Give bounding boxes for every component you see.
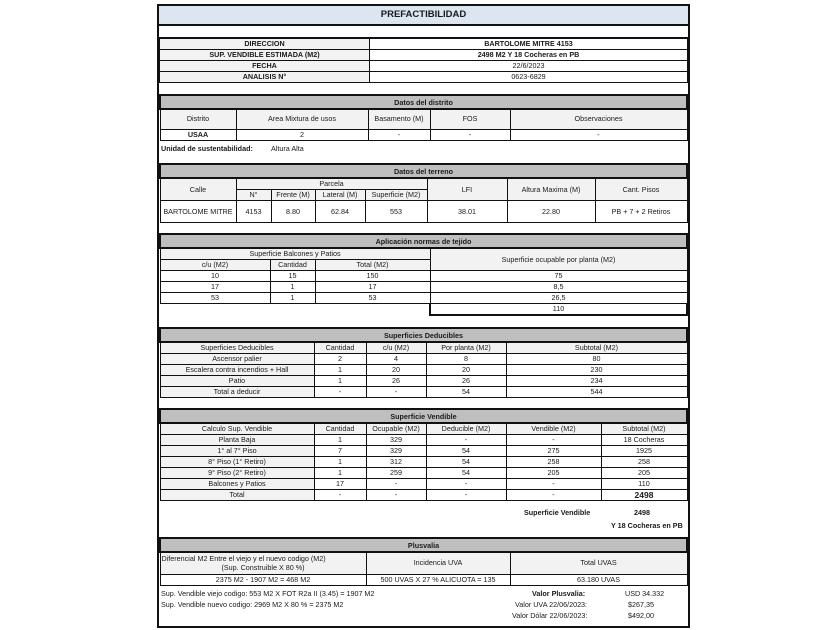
cell: 500 UVAS X 27 % ALICUOTA = 135 — [366, 574, 510, 585]
cell: 205 — [601, 468, 687, 479]
cell: 54 — [426, 387, 506, 398]
valor-plusvalia: USD 34.332 — [625, 589, 665, 598]
cell: - — [430, 129, 510, 140]
cell: 1 — [314, 468, 366, 479]
summary-row-analisis — [160, 72, 688, 83]
table-row — [160, 479, 687, 490]
result-note: Y 18 Cocheras en PB — [611, 521, 683, 530]
row-label: 9° Piso (2° Retiro) — [160, 468, 314, 479]
cell: 2 — [236, 129, 368, 140]
cell: 329 — [366, 435, 426, 446]
summary-label: ANALISIS N° — [160, 72, 370, 83]
col-header: Cantidad — [270, 260, 315, 271]
cell: 312 — [366, 457, 426, 468]
section-header-vendible: Superficie Vendible — [160, 409, 687, 423]
summary-label: DIRECCION — [160, 38, 370, 50]
cell: 26 — [366, 376, 426, 387]
col-header-parcela: Parcela — [236, 178, 427, 190]
row-label: 1° al 7° Piso — [160, 446, 314, 457]
vendible-section — [159, 408, 688, 530]
sustentabilidad-label: Unidad de sustentabilidad: — [161, 144, 253, 153]
col-header: Calle — [160, 178, 236, 201]
cell: 1 — [314, 457, 366, 468]
col-header: LFI — [427, 178, 507, 201]
cell: - — [314, 490, 366, 501]
note-nuevo-codigo: Sup. Vendible nuevo codigo: 2969 M2 X 80 % = 2375 M2 — [161, 600, 344, 609]
row-label: Planta Baja — [160, 435, 314, 446]
section-header-distrito: Datos del distrito — [160, 95, 687, 109]
col-header: FOS — [430, 109, 510, 129]
cell: 7 — [314, 446, 366, 457]
total-ocupable: 110 — [430, 304, 687, 316]
table-row — [160, 376, 687, 387]
cell: 230 — [506, 365, 687, 376]
col-header-ocupable: Superficie ocupable por planta (M2) — [430, 248, 687, 271]
table-row — [160, 282, 687, 293]
cell: 2375 M2 - 1907 M2 = 468 M2 — [160, 574, 366, 585]
result-value: 2498 — [634, 508, 650, 517]
cell: 62.84 — [315, 201, 365, 223]
note-viejo-codigo: Sup. Vendible viejo codigo: 553 M2 X FOT R2a II (3.45) = 1907 M2 — [161, 589, 375, 598]
summary-row-sup-vendible — [160, 50, 688, 61]
col-header: Deducible (M2) — [426, 423, 506, 435]
section-header-terreno: Datos del terreno — [160, 164, 687, 178]
cell: 8 — [426, 354, 506, 365]
diferencial-line1: Diferencial M2 Entre el viejo y el nuevo codigo (M2) — [161, 554, 326, 564]
row-label: Balcones y Patios — [160, 479, 314, 490]
sustentabilidad-value: Altura Alta — [271, 144, 304, 153]
row-label: Escalera contra incendios + Hall — [160, 365, 314, 376]
col-header: N° — [236, 190, 271, 201]
col-header: Subtotal (M2) — [601, 423, 687, 435]
col-header: c/u (M2) — [366, 342, 426, 354]
table-row — [160, 446, 687, 457]
cell: - — [366, 479, 426, 490]
cell: 17 — [314, 479, 366, 490]
cell: - — [426, 435, 506, 446]
cell: 53 — [160, 293, 270, 304]
cell: - — [510, 129, 687, 140]
cell: 4 — [366, 354, 426, 365]
table-row-total — [160, 387, 687, 398]
table-row — [160, 435, 687, 446]
col-header: Cantidad — [314, 342, 366, 354]
cell: 1 — [314, 435, 366, 446]
valor-uva: $267,35 — [628, 600, 654, 609]
row-label: 8° Piso (1° Retiro) — [160, 457, 314, 468]
summary-row-direccion — [160, 38, 688, 50]
table-row-total — [160, 490, 687, 501]
col-header: Ocupable (M2) — [366, 423, 426, 435]
row-label: Ascensor palier — [160, 354, 314, 365]
cell: 205 — [506, 468, 601, 479]
cell: - — [506, 490, 601, 501]
table-row — [160, 354, 687, 365]
cell: - — [426, 479, 506, 490]
cell: USAA — [160, 129, 236, 140]
cell: 10 — [160, 271, 270, 282]
col-header: Cantidad — [314, 423, 366, 435]
col-header: Basamento (M) — [368, 109, 430, 129]
cell: 234 — [506, 376, 687, 387]
cell: 54 — [426, 468, 506, 479]
row-label: Total a deducir — [160, 387, 314, 398]
cell: 54 — [426, 446, 506, 457]
cell: 54 — [426, 457, 506, 468]
cell: 258 — [506, 457, 601, 468]
cell: - — [506, 479, 601, 490]
col-header: Observaciones — [510, 109, 687, 129]
cell: BARTOLOME MITRE — [160, 201, 236, 223]
cell: 1 — [314, 365, 366, 376]
cell: 15 — [270, 271, 315, 282]
table-row — [160, 365, 687, 376]
page-title: PREFACTIBILIDAD — [159, 6, 688, 26]
col-header: Por planta (M2) — [426, 342, 506, 354]
table-row — [160, 457, 687, 468]
cell: - — [426, 490, 506, 501]
cell: 4153 — [236, 201, 271, 223]
cell: 38.01 — [427, 201, 507, 223]
col-header: Total (M2) — [315, 260, 430, 271]
prefactibilidad-sheet — [157, 4, 690, 628]
cell: 1 — [270, 293, 315, 304]
cell: 26 — [426, 376, 506, 387]
table-row — [160, 293, 687, 304]
plusvalia-section — [159, 537, 688, 620]
tejido-section — [159, 233, 688, 316]
summary-value: 0623-6829 — [370, 72, 688, 83]
col-header: Incidencia UVA — [366, 552, 510, 574]
col-header: Subtotal (M2) — [506, 342, 687, 354]
section-header-tejido: Aplicación normas de tejido — [160, 234, 687, 248]
table-row — [160, 271, 687, 282]
cell: 275 — [506, 446, 601, 457]
col-header: Area Mixtura de usos — [236, 109, 368, 129]
valor-dolar-label: Valor Dólar 22/06/2023: — [512, 611, 588, 620]
cell: - — [314, 387, 366, 398]
col-header: Altura Maxima (M) — [507, 178, 595, 201]
summary-value: 22/6/2023 — [370, 61, 688, 72]
cell: 75 — [430, 271, 687, 282]
summary-label: SUP. VENDIBLE ESTIMADA (M2) — [160, 50, 370, 61]
cell: 1 — [314, 376, 366, 387]
cell: PB + 7 + 2 Retiros — [595, 201, 687, 223]
cell: 110 — [601, 479, 687, 490]
col-header: Total UVAS — [510, 552, 687, 574]
col-header: Frente (M) — [271, 190, 315, 201]
section-header-plusvalia: Plusvalia — [160, 538, 687, 552]
result-label: Superficie Vendible — [524, 508, 591, 517]
section-header-deducibles: Superficies Deducibles — [160, 328, 687, 342]
col-header: Cant. Pisos — [595, 178, 687, 201]
cell: 150 — [315, 271, 430, 282]
cell: 18 Cocheras — [601, 435, 687, 446]
summary-row-fecha — [160, 61, 688, 72]
cell: 544 — [506, 387, 687, 398]
total-vendible: 2498 — [601, 490, 687, 501]
row-label: Patio — [160, 376, 314, 387]
distrito-section — [159, 94, 688, 153]
col-header: Superficies Deducibles — [160, 342, 314, 354]
col-header: Lateral (M) — [315, 190, 365, 201]
cell: 259 — [366, 468, 426, 479]
table-row — [160, 574, 687, 585]
cell: 8.80 — [271, 201, 315, 223]
cell: 20 — [426, 365, 506, 376]
terreno-section — [159, 163, 688, 223]
cell: 553 — [365, 201, 427, 223]
cell: 258 — [601, 457, 687, 468]
cell: 8,5 — [430, 282, 687, 293]
cell: 63.180 UVAS — [510, 574, 687, 585]
diferencial-line2: (Sup. Construible X 80 %) — [221, 563, 305, 573]
cell: - — [366, 490, 426, 501]
cell: - — [366, 387, 426, 398]
col-header: Calculo Sup. Vendible — [160, 423, 314, 435]
col-header: c/u (M2) — [160, 260, 270, 271]
col-header: Superficie (M2) — [365, 190, 427, 201]
cell: 17 — [160, 282, 270, 293]
col-header: Vendible (M2) — [506, 423, 601, 435]
col-header-balcones: Superficie Balcones y Patios — [160, 248, 430, 260]
valor-plusvalia-label: Valor Plusvalia: — [532, 589, 586, 598]
cell: - — [506, 435, 601, 446]
valor-uva-label: Valor UVA 22/06/2023: — [515, 600, 588, 609]
cell: 53 — [315, 293, 430, 304]
cell: 2 — [314, 354, 366, 365]
summary-label: FECHA — [160, 61, 370, 72]
cell: 22.80 — [507, 201, 595, 223]
table-row — [160, 468, 687, 479]
summary-value: BARTOLOME MITRE 4153 — [370, 38, 688, 50]
col-header-diferencial — [160, 552, 366, 574]
cell: 329 — [366, 446, 426, 457]
cell: 1 — [270, 282, 315, 293]
cell: 20 — [366, 365, 426, 376]
cell: 1925 — [601, 446, 687, 457]
cell: 80 — [506, 354, 687, 365]
cell: - — [368, 129, 430, 140]
summary-value: 2498 M2 Y 18 Cocheras en PB — [370, 50, 688, 61]
col-header: Distrito — [160, 109, 236, 129]
cell: 17 — [315, 282, 430, 293]
summary-section — [159, 37, 688, 83]
valor-dolar: $492,00 — [628, 611, 654, 620]
deducibles-section — [159, 327, 688, 398]
row-label: Total — [160, 490, 314, 501]
cell: 26,5 — [430, 293, 687, 304]
